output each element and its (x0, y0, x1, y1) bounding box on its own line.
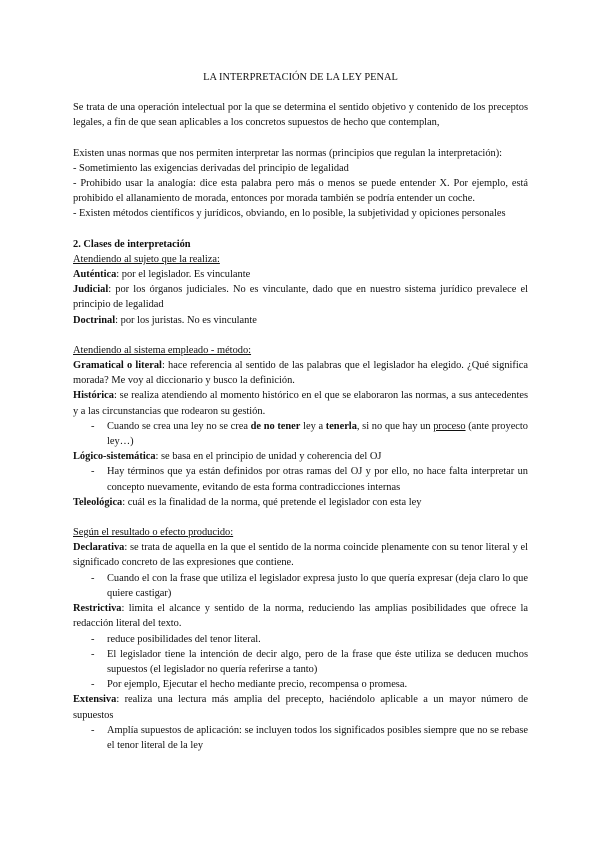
page-title: LA INTERPRETACIÓN DE LA LEY PENAL (203, 72, 398, 83)
result-declarativa: Declarativa: se trata de aquella en la que el sentido de la norma coincide plenamente con su tenor literal y el significado concreto de las expresiones que contiene. (73, 542, 528, 569)
method-teleologica: Teleológica: cuál es la finalidad de la norma, qué pretende el legislador con esta ley (73, 496, 422, 508)
principle-item: - Existen métodos científicos y jurídicos, obviando, en lo posible, la subjetividad y opiciones personales (73, 208, 506, 220)
method-historica: Histórica: se realiza atendiendo al momento histórico en el que se elaboraron las normas, a sus antecedentes y a las circunstancias que rodearon su gestión. (73, 390, 528, 417)
list-item: - Hay términos que ya están definidos por otras ramas del OJ y por ello, no hace falta interpretar un concepto nuevamente, evitando de esta forma contradicciones internas (73, 464, 528, 494)
subsection-heading-result: Según el resultado o efecto producido: (73, 527, 234, 539)
logico-bullets (73, 464, 528, 494)
principle-item: - Sometimiento las exigencias derivadas del principio de legalidad (73, 162, 349, 174)
declarativa-bullets (73, 571, 528, 601)
section-heading: 2. Clases de interpretación (73, 238, 191, 250)
subject-item: Judicial: por los órganos judiciales. No es vinculante, dado que en nuestro sistema jurídico prevalece el principio de legalidad (73, 284, 528, 311)
list-item: - El legislador tiene la intención de decir algo, pero de la frase que éste utiliza se deducen muchos supuestos (el legislador no quería referirse a tanto) (73, 647, 528, 677)
list-item: - Por ejemplo, Ejecutar el hecho mediante precio, recompensa o promesa. (73, 677, 528, 692)
method-gramatical: Gramatical o literal: hace referencia al sentido de las palabras que el legislador ha elegido. ¿Qué significa morada? Me voy al diccionario y busco la definición. (73, 360, 529, 387)
subsection-heading-subject: Atendiendo al sujeto que la realiza: (73, 253, 220, 265)
subject-item: Auténtica: por el legislador. Es vinculante (73, 269, 251, 281)
method-logico-sistematica: Lógico-sistemática: se basa en el principio de unidad y coherencia del OJ (73, 451, 382, 463)
principle-item: - Prohibido usar la analogía: dice esta palabra pero más o menos se puede entender X. Por ejemplo, está prohibido el allanamiento de morada, entonces por morada también se podría entender un coche. (73, 178, 528, 205)
result-restrictiva: Restrictiva: limita el alcance y sentido de la norma, reduciendo las amplias posibilidades que ofrece la redacción literal del texto. (73, 603, 528, 630)
subject-item: Doctrinal: por los juristas. No es vinculante (73, 314, 257, 326)
principles-lead: Existen unas normas que nos permiten interpretar las normas (principios que regulan la interpretación): (73, 147, 503, 159)
subsection-heading-method: Atendiendo al sistema empleado - método: (73, 344, 252, 356)
list-item: - Cuando se crea una ley no se crea de no tener ley a tenerla, si no que hay un proceso (ante proyecto ley…) (73, 419, 528, 449)
restrictiva-bullets (73, 632, 528, 693)
list-item: - Amplía supuestos de aplicación: se incluyen todos los significados posibles siempre que no se rebase el tenor literal de la ley (73, 723, 528, 753)
result-extensiva: Extensiva: realiza una lectura más amplia del precepto, haciéndolo aplicable a un mayor número de supuestos (73, 694, 528, 721)
list-item: - Cuando el con la frase que utiliza el legislador expresa justo lo que quería expresar (deja claro lo que quiere castigar) (73, 571, 528, 601)
list-item: - reduce posibilidades del tenor literal. (73, 632, 528, 647)
document-page (73, 70, 528, 753)
extensiva-bullets (73, 723, 528, 753)
intro-paragraph: Se trata de una operación intelectual por la que se determina el sentido objetivo y contenido de los preceptos legales, a fin de que sean aplicables a los concretos supuestos de hecho que contemplan, (73, 102, 528, 129)
historica-bullets (73, 419, 528, 449)
